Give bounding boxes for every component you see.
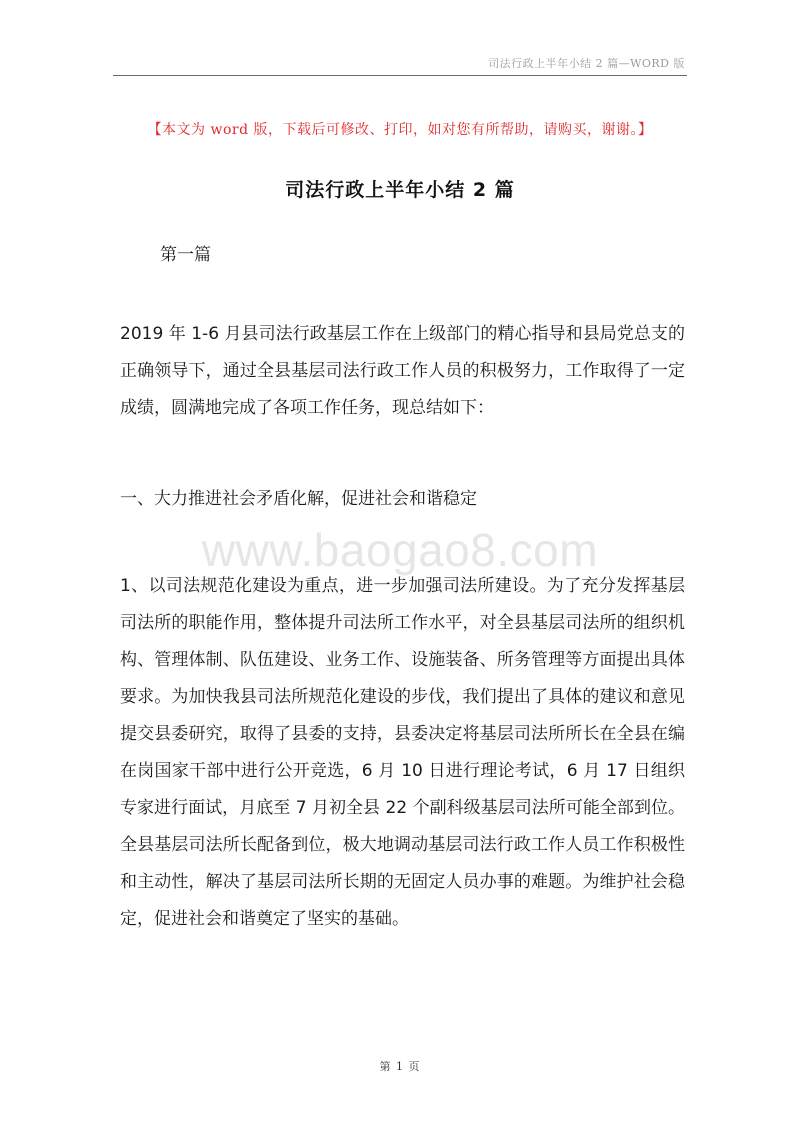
header-divider xyxy=(113,75,687,76)
running-header: 司法行政上半年小结 2 篇—WORD 版 xyxy=(488,57,685,70)
watermark: www.baogao8.com xyxy=(201,524,599,576)
intro-paragraph: 2019 年 1-6 月县司法行政基层工作在上级部门的精心指导和县局党总支的正确领导下，通过全县基层司法行政工作人员的积极努力，工作取得了一定成绩，圆满地完成了各项工作任务，现总结如下： xyxy=(120,324,685,418)
section-heading: 一、大力推进社会矛盾化解，促进社会和谐稳定 xyxy=(120,489,477,509)
page-number: 第 1 页 xyxy=(379,1060,421,1073)
body-paragraph: 1、以司法规范化建设为重点，进一步加强司法所建设。为了充分发挥基层司法所的职能作用，整体提升司法所工作水平，对全县基层司法所的组织机构、管理体制、队伍建设、业务工作、设施装备、所务管理等方面提出具体要求。为加快我县司法所规范化建设的步伐，我们提出了具体的建议和意见提交县委研究，取得了县委的支持，县委决定将基层司法所所长在全县在编在岗国家干部中进行公开竞选，6 月 10 日进行理论考试，6 月 17 日组织专家进行面试，月底至 7 月初全县 22 个副科级基层司法所可能全部到位。全县基层司法所长配备到位，极大地调动基层司法行政工作人员工作积极性和主动性，解决了基层司法所长期的无固定人员办事的难题。为维护社会稳定，促进社会和谐奠定了坚实的基础。 xyxy=(120,576,685,929)
document-title: 司法行政上半年小结 2 篇 xyxy=(285,179,515,201)
section-label: 第一篇 xyxy=(160,245,211,265)
download-notice: 【本文为 word 版，下载后可修改、打印，如对您有所帮助，请购买，谢谢。】 xyxy=(147,122,653,138)
